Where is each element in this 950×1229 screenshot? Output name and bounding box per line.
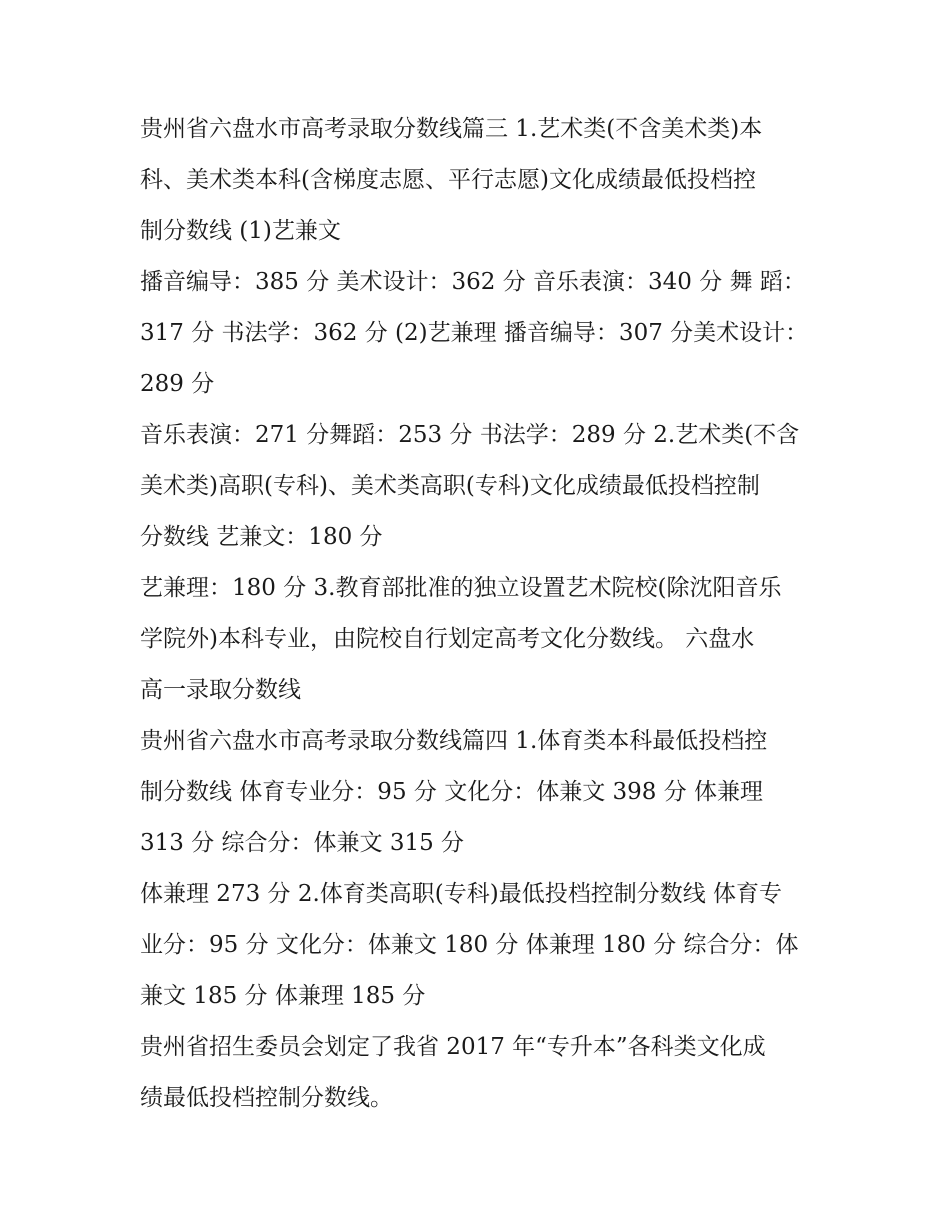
text-line: 科、美术类本科(含梯度志愿、平行志愿)文化成绩最低投档控 <box>140 167 756 193</box>
paragraph-art-liberal-scores <box>140 263 812 416</box>
text-line: 制分数线 体育专业分：95 分 文化分：体兼文 398 分 体兼理 <box>140 779 764 805</box>
text-line: 兼文 185 分 体兼理 185 分 <box>140 983 426 1009</box>
text-line: 317 分 书法学：362 分 (2)艺兼理 播音编导：307 分美术设计： <box>140 320 809 346</box>
paragraph-sports-vocational <box>140 875 812 1028</box>
text-line: 学院外)本科专业，由院校自行划定高考文化分数线。 六盘水 <box>140 626 755 652</box>
text-line: 美术类)高职(专科)、美术类高职(专科)文化成绩最低投档控制 <box>140 473 760 499</box>
paragraph-upgrade-announcement <box>140 1028 812 1130</box>
document-body <box>140 110 812 1130</box>
text-line: 制分数线 (1)艺兼文 <box>140 218 341 244</box>
text-line: 播音编导：385 分 美术设计：362 分 音乐表演：340 分 舞 蹈： <box>140 269 806 295</box>
text-line: 绩最低投档控制分数线。 <box>140 1085 393 1111</box>
paragraph-art-undergrad-intro <box>140 110 812 263</box>
paragraph-art-science-scores <box>140 416 812 569</box>
text-line: 体兼理 273 分 2.体育类高职(专科)最低投档控制分数线 体育专 <box>140 881 783 907</box>
paragraph-sports-undergrad <box>140 722 812 875</box>
paragraph-art-independent-colleges <box>140 569 812 722</box>
text-line: 贵州省六盘水市高考录取分数线篇四 1.体育类本科最低投档控 <box>140 728 768 754</box>
text-line: 289 分 <box>140 371 215 397</box>
text-line: 业分：95 分 文化分：体兼文 180 分 体兼理 180 分 综合分：体 <box>140 932 799 958</box>
text-line: 分数线 艺兼文：180 分 <box>140 524 383 550</box>
text-line: 313 分 综合分：体兼文 315 分 <box>140 830 465 856</box>
text-line: 贵州省招生委员会划定了我省 2017 年“专升本”各科类文化成 <box>140 1034 766 1060</box>
text-line: 音乐表演：271 分舞蹈：253 分 书法学：289 分 2.艺术类(不含 <box>140 422 800 448</box>
text-line: 高一录取分数线 <box>140 677 301 703</box>
text-line: 艺兼理：180 分 3.教育部批准的独立设置艺术院校(除沈阳音乐 <box>140 575 782 601</box>
text-line: 贵州省六盘水市高考录取分数线篇三 1.艺术类(不含美术类)本 <box>140 116 763 142</box>
